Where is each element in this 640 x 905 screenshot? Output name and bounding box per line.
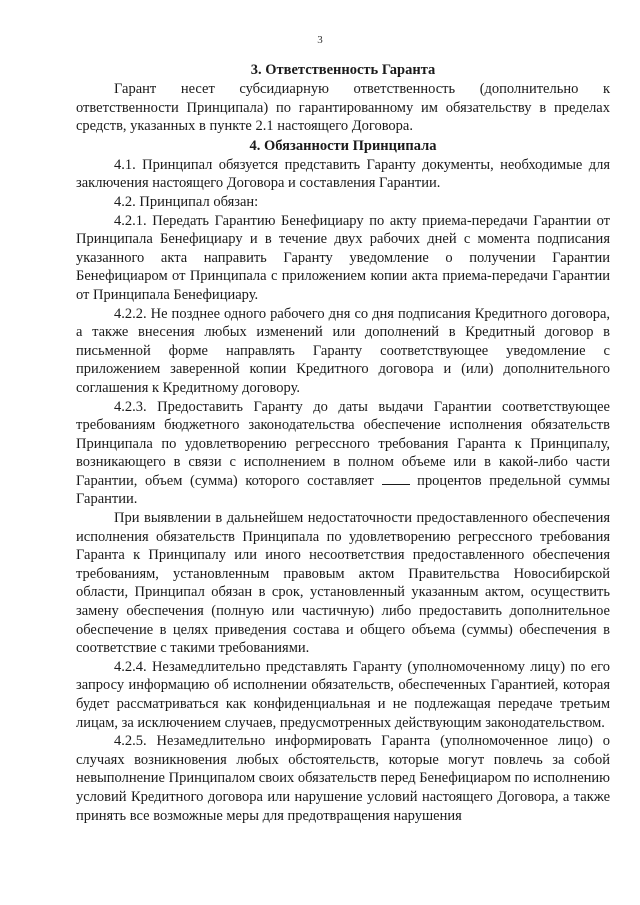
section-4-title: 4. Обязанности Принципала xyxy=(249,137,437,154)
clause-4-2-3-continuation: При выявлении в дальнейшем недостаточности предоставленного обеспечения исполнения обязательств Принципала по удовлетворению регрессного требования Гаранта к Принципалу или иного несоответствия предоставленного обеспечения требованиям, установленным правовым актом Правительства Новосибирской области, Принципал обязан в срок, установленный указанным актом, осуществить замену обеспечения (полную или частичную) либо предоставить дополнительное обеспечение в целях приведения состава и общего объема (суммы) обеспечения в соответствие с такими требованиями. xyxy=(76,510,610,657)
clause-4-2-1: 4.2.1. Передать Гарантию Бенефициару по акту приема-передачи Гарантии от Принципала Бенефициару и в течение двух рабочих дней с момента подписания указанного акта направить Гаранту уведомление о получении Гарантии Бенефициаром от Принципала с приложением копии акта приема-передачи Гарантии от Принципала Бенефициару. xyxy=(76,212,610,303)
percent-blank-field xyxy=(382,472,410,485)
clause-4-2: 4.2. Принципал обязан: xyxy=(114,193,259,210)
page-number: 3 xyxy=(317,34,323,46)
section-3-title: 3. Ответственность Гаранта xyxy=(250,62,436,78)
clause-4-2-3-text-end: процентов предельной суммы Гарантии. xyxy=(76,472,611,508)
clause-4-2-3-text-start: 4.2.3. Предоставить Гаранту до даты выдачи Гарантии соответствующее требованиям бюджетного законодательства обеспечение исполнения обязательств Принципала по удовлетворению регрессного требования Гаранта к Принципалу, возникающего в связи с исполнением в полном объеме или в какой-либо части Гарантии, объем (сумма) которого составляет xyxy=(76,398,610,489)
clause-4-2-2: 4.2.2. Не позднее одного рабочего дня со дня подписания Кредитного договора, а также внесения любых изменений или дополнений в Кредитный договор в письменной форме направлять Гаранту соответствующее уведомление с приложением заверенной копии Кредитного договора и (или) дополнительного соглашения к Кредитному договору. xyxy=(76,305,610,396)
clause-4-2-5: 4.2.5. Незамедлительно информировать Гаранта (уполномоченное лицо) о случаях возникновения любых обстоятельств, которые могут повлечь за собой невыполнение Принципалом своих обязательств перед Бенефициаром по исполнению условий Кредитного договора или нарушение условий настоящего Договора, а также принять все возможные меры для предотвращения нарушения xyxy=(76,733,610,824)
document-body xyxy=(76,60,610,825)
clause-4-2-3 xyxy=(76,398,610,510)
clause-4-2-4: 4.2.4. Незамедлительно представлять Гаранту (уполномоченному лицу) по его запросу информацию об исполнении обязательств, обеспеченных Гарантией, которая будет рассматриваться как конфиденциальная и не подлежащая передаче третьим лицам, за исключением случаев, предусмотренных действующим законодательством. xyxy=(76,658,610,731)
section-3-paragraph: Гарант несет субсидиарную ответственность (дополнительно к ответственности Принципала) по гарантированному им обязательству в пределах средств, указанных в пункте 2.1 настоящего Договора. xyxy=(76,81,610,135)
clause-4-1: 4.1. Принципал обязуется представить Гаранту документы, необходимые для заключения настоящего Договора и составления Гарантии. xyxy=(76,156,610,192)
